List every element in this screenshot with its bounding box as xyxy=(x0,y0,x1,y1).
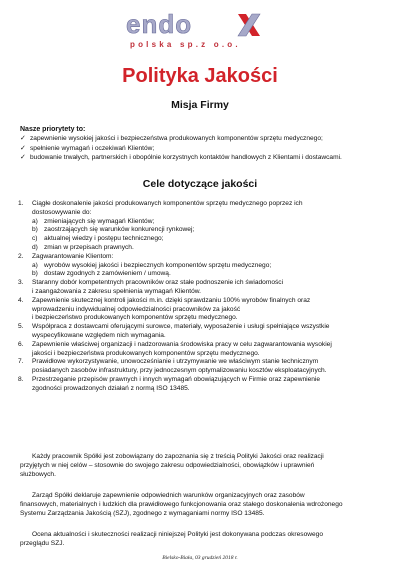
priority-item: ✓ zapewnienie wysokiej jakości i bezpieczeństwa produkowanych komponentów sprzętu medycznego; xyxy=(20,135,323,142)
logo-x-mark xyxy=(236,12,262,38)
goal-item: 1. Ciągłe doskonalenie jakości produkowanych komponentów sprzętu medycznego poprzez ich dostosowywanie do: a) zmieniających się wymagań Klientów; b) zaostrzających się warunków konkurencji rynkowej; c) aktualnej wiedzy i postępu technicznego; d) zmian w przepisach prawnych. xyxy=(18,200,388,253)
goal-item: 6. Zapewnienie właściwej organizacji i nadzorowania środowiska pracy w celu zagwarantowania wysokiej jakości i bezpieczeństwa produkowanych komponentów sprzętu medycznego. xyxy=(18,340,332,357)
goals-heading: Cele dotyczące jakości xyxy=(142,178,258,190)
goal-item: 4. Zapewnienie skutecznej kontroli jakości m.in. dzięki sprawdzaniu 100% wyrobów finalnych oraz wprowadzeniu indywidualnej odpowiedzialności pracowników za jakość i bezpieczeństwo produkowanych komponentów sprzętu medycznego. xyxy=(18,296,311,322)
logo-wordmark: endo xyxy=(126,9,193,39)
paragraph-employees: Każdy pracownik Spółki jest zobowiązany do zapoznania się z treścią Polityki Jakości oraz realizacji przyjętych w niej celów – stosownie do swojego zakresu odpowiedzialności, obowiązków i uprawnień służbowych. xyxy=(20,453,324,478)
check-icon: ✓ xyxy=(20,144,26,152)
check-icon: ✓ xyxy=(20,154,26,161)
priorities-list xyxy=(20,134,392,163)
goal-item: 2. Zagwarantowanie Klientom: a) wyrobów wysokiej jakości i bezpiecznych komponentów sprzętu medycznego; b) dostaw zgodnych z zamówieniem / umową. xyxy=(18,253,388,279)
logo-subtitle: polska sp.z o.o. xyxy=(130,40,241,49)
goal-subitem: c) aktualnej wiedzy i postępu technicznego; xyxy=(32,235,164,243)
goal-item: 7. Prawidłowe wykorzystywanie, unowocześnianie i utrzymywanie we właściwym stanie technicznym posiadanych zasobów infrastruktury, przy jednoczesnym optymalizowaniu kosztów eksploatacyjnych. xyxy=(18,358,327,375)
goal-sublist xyxy=(32,218,388,253)
goal-subitem: d) zmian w przepisach prawnych. xyxy=(32,243,134,251)
check-icon: ✓ xyxy=(20,135,26,142)
goal-subitem: b) dostaw zgodnych z zamówieniem / umową. xyxy=(32,270,171,278)
mission-heading: Misja Firmy xyxy=(171,99,229,111)
goal-item: 5. Współpraca z dostawcami oferującymi surowce, materiały, wyposażenie i usługi spełniające wszystkie wyspecyfikowane względem nich wymagania. xyxy=(18,323,330,339)
goal-subitem: a) zmieniających się wymagań Klientów; xyxy=(32,217,155,225)
priority-item: ✓ spełnienie wymagań i oczekiwań Klientów; xyxy=(20,144,155,152)
goal-item: 3. Staranny dobór kompetentnych pracowników oraz stałe podnoszenie ich świadomości i zaangażowania z zakresu spełnienia wymagań Klientów. xyxy=(18,279,284,295)
place-date: Bielsko-Biała, 03 grudzień 2018 r. xyxy=(162,555,238,561)
company-logo xyxy=(126,10,274,54)
goal-sublist xyxy=(32,262,388,280)
paragraph-review: Ocena aktualności i skuteczności realizacji niniejszej Polityki jest dokonywana podczas okresowego przeglądu SZJ. xyxy=(20,531,324,547)
goal-subitem: b) zaostrzających się warunków konkurencji rynkowej; xyxy=(32,226,195,234)
goal-item: 8. Przestrzeganie przepisów prawnych i innych wymagań obowiązujących w Firmie oraz zapewnienie zgodności prowadzonych działań z normą ISO 13485. xyxy=(18,375,321,392)
priority-item: ✓ budowanie trwałych, partnerskich i obopólnie korzystnych kontaktów handlowych z Klientami i dostawcami. xyxy=(20,154,342,161)
paragraph-management: Zarząd Spółki deklaruje zapewnienie odpowiednich warunków organizacyjnych oraz zasobów finansowych, materialnych i ludzkich dla prawidłowego funkcjonowania oraz stałego doskonalenia wdrożonego Systemu Zarządzania Jakością (SZJ), zgodnego z wymaganiami normy ISO 13485. xyxy=(20,492,343,517)
goals-list xyxy=(18,200,388,394)
priorities-heading: Nasze priorytety to: xyxy=(20,126,86,133)
goal-subitem: a) wyrobów wysokiej jakości i bezpiecznych komponentów sprzętu medycznego; xyxy=(32,261,272,269)
page-title: Polityka Jakości xyxy=(122,65,278,87)
